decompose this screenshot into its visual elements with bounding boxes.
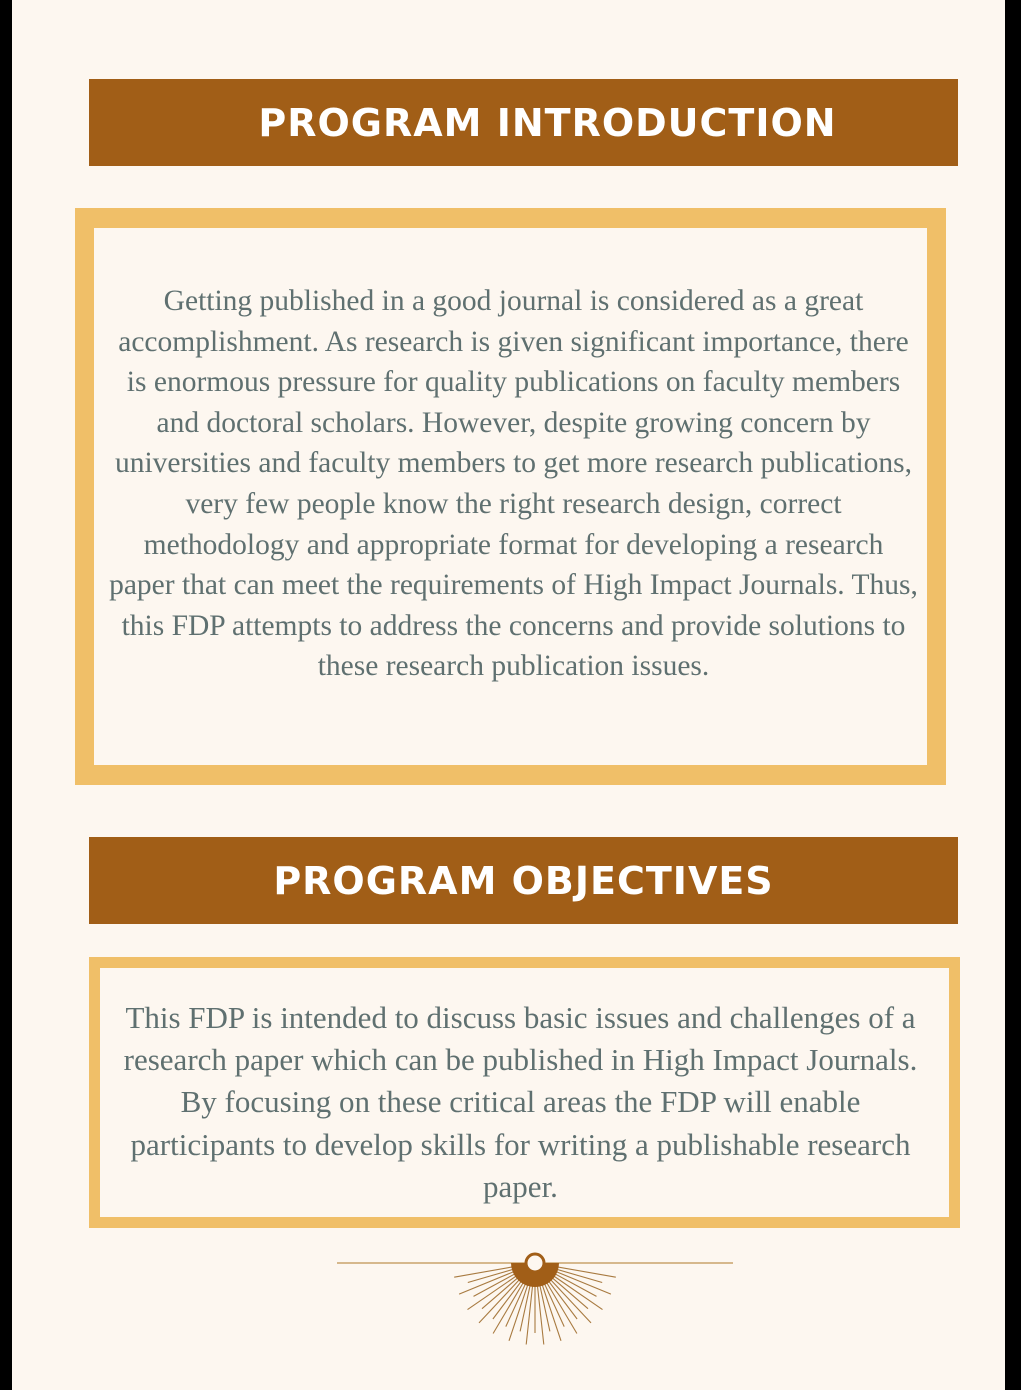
sunburst-divider-icon — [335, 1248, 735, 1348]
objectives-body: This FDP is intended to discuss basic issues and challenges of a research paper which can be published in High Impact Journals. By focusing on these critical areas the FDP will enable participants to develop skills for writing a publishable research paper. — [123, 1000, 918, 1204]
introduction-body: Getting published in a good journal is considered as a great accomplishment. As research is given significant importance, there is enormous pressure for quality publications on faculty members and doctoral scholars. However, despite growing concern by universities and faculty members to get more research publications, very few people know the right research design, correct methodology and appropriate format for developing a research paper that can meet the requirements of High Impact Journals. Thus, this FDP attempts to address the concerns and provide solutions to these research publication issues. — [109, 285, 918, 683]
objectives-header — [89, 837, 958, 924]
objectives-heading: PROGRAM OBJECTIVES — [273, 858, 774, 903]
sun-ray — [459, 1268, 522, 1294]
objectives-panel — [100, 968, 949, 1217]
sun-circle — [526, 1254, 544, 1272]
introduction-panel — [94, 228, 927, 765]
introduction-frame — [75, 208, 946, 785]
sun-ray — [548, 1268, 611, 1294]
introduction-header — [89, 79, 958, 166]
objectives-frame — [89, 957, 960, 1228]
introduction-heading: PROGRAM INTRODUCTION — [258, 100, 837, 145]
page — [12, 0, 1005, 1390]
